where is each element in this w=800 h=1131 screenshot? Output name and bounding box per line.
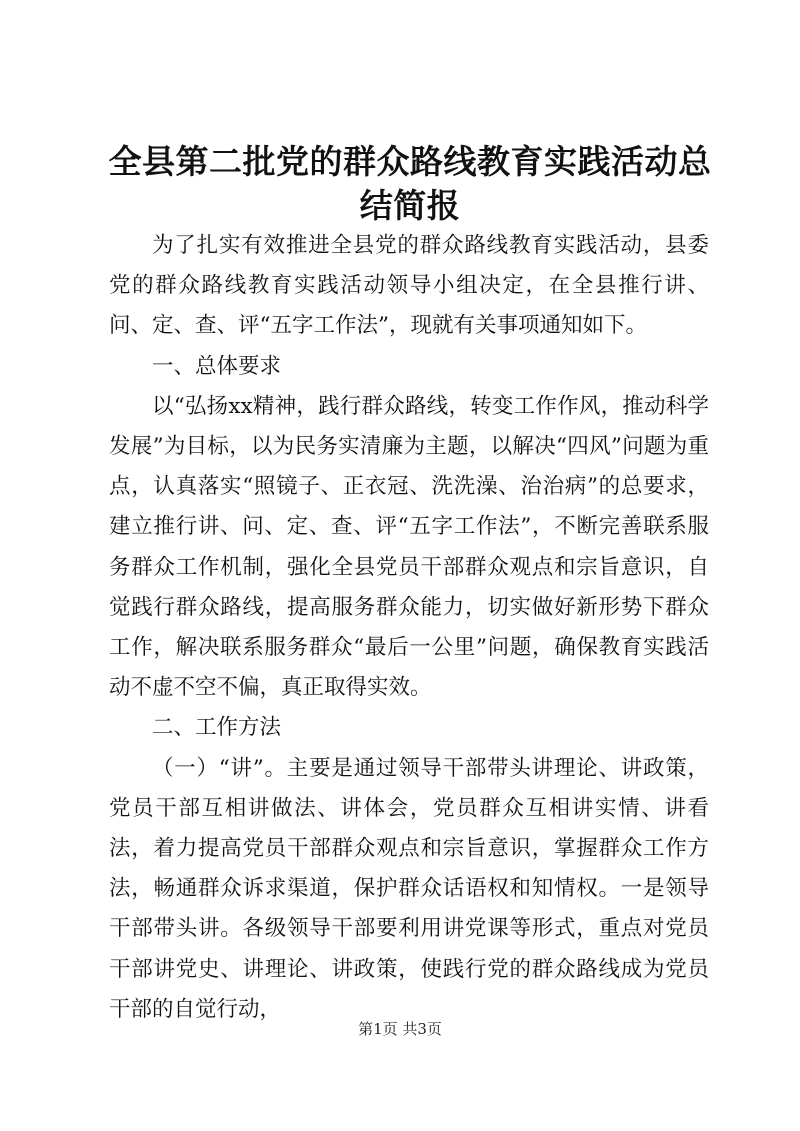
intro-paragraph: 为了扎实有效推进全县党的群众路线教育实践活动，县委党的群众路线教育实践活动领导小组决定，在全县推行讲、问、定、查、评“五字工作法”，现就有关事项通知如下。 (109, 233, 709, 339)
work-method-speak-paragraph: （一）“讲”。主要是通过领导干部带头讲理论、讲政策，党员干部互相讲做法、讲体会，党员群众互相讲实情、讲看法，着力提高党员干部群众观点和宗旨意识，掌握群众工作方法，畅通群众诉求渠道，保护群众话语权和知情权。一是领导干部带头讲。各级领导干部要利用讲党课等形式，重点对党员干部讲党史、讲理论、讲政策，使践行党的群众路线成为党员干部的自觉行动， (109, 755, 709, 1022)
section-heading-work-methods: 二、工作方法 (152, 715, 282, 741)
section-heading-general-requirements: 一、总体要求 (152, 353, 282, 379)
document-title: 全县第二批党的群众路线教育实践活动总结简报 (108, 142, 712, 225)
general-requirements-paragraph: 以“弘扬xx精神，践行群众路线，转变工作作风，推动科学发展”为目标，以为民务实清廉为主题，以解决“四风”问题为重点，认真落实“照镜子、正衣冠、洗洗澡、治治病”的总要求，建立推行讲、问、定、查、评“五字工作法”，不断完善联系服务群众工作机制，强化全县党员干部群众观点和宗旨意识，自觉践行群众路线，提高服务群众能力，切实做好新形势下群众工作，解决联系服务群众“最后一公里”问题，确保教育实践活动不虚不空不偏，真正取得实效。 (109, 393, 709, 701)
document-body (109, 226, 709, 1030)
page-footer: 第1页 共3页 (358, 1020, 442, 1038)
